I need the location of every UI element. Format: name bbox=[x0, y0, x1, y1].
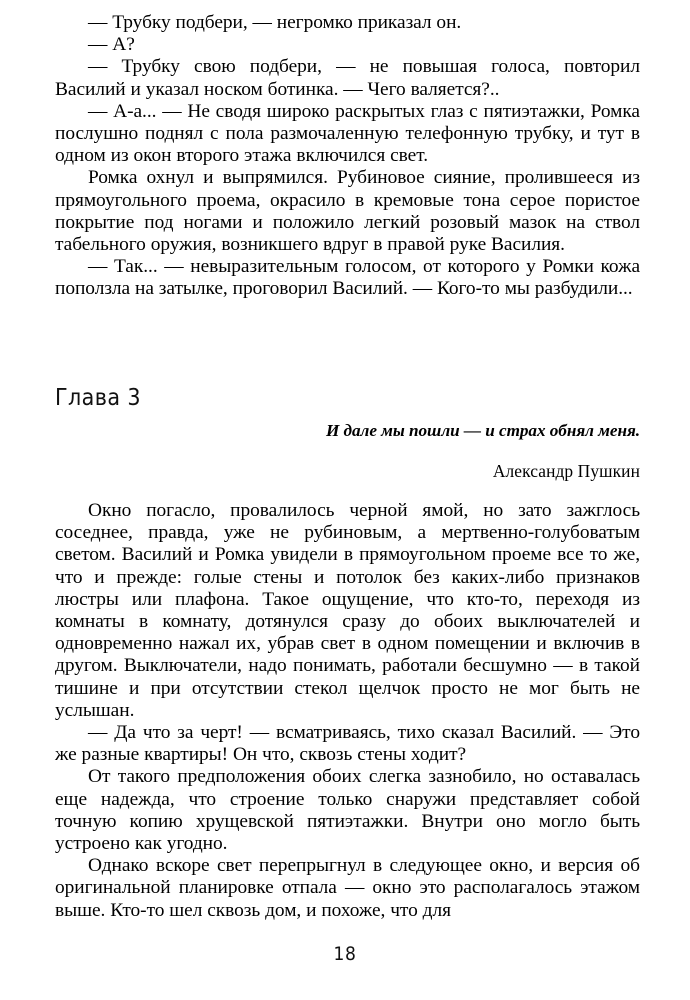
top-text-block bbox=[55, 12, 640, 301]
epigraph-block bbox=[55, 420, 640, 482]
chapter-heading-block bbox=[55, 385, 640, 411]
chapter-title: Глава 3 bbox=[55, 385, 141, 411]
epigraph-author: Александр Пушкин bbox=[492, 461, 640, 481]
paragraph: — Так... — невыразительным голосом, от которого у Ромки кожа поползла на затылке, проговорил Василий. — Кого-то мы разбудили... bbox=[55, 256, 640, 300]
paragraph: — Трубку свою подбери, — не повышая голоса, повторил Василий и указал носком ботинка. — Чего валяется?.. bbox=[55, 56, 640, 100]
page-number: 18 bbox=[333, 943, 357, 965]
paragraph: — А-а... — Не сводя широко раскрытых глаз с пятиэтажки, Ромка послушно поднял с пола размочаленную телефонную трубку, и тут в одном из окон второго этажа включился свет. bbox=[55, 100, 640, 167]
paragraph: От такого предположения обоих слегка зазнобило, но оставалась еще надежда, что строение только снаружи представляет собой точную копию хрущевской пятиэтажки. Внутри оно могло быть устроено как угодно. bbox=[55, 766, 640, 855]
paragraph: — А? bbox=[88, 34, 135, 56]
bottom-text-block bbox=[55, 500, 640, 922]
paragraph: — Да что за черт! — всматриваясь, тихо сказал Василий. — Это же разные квартиры! Он что, сквозь стены ходит? bbox=[55, 722, 640, 766]
paragraph: Однако вскоре свет перепрыгнул в следующее окно, и версия об оригинальной планировке отпала — окно это располагалось этажом выше. Кто-то шел сквозь дом, и похоже, что для bbox=[55, 855, 640, 921]
paragraph: Ромка охнул и выпрямился. Рубиновое сияние, пролившееся из прямоугольного проема, окрасило в кремовые тона серое пористое покрытие под ногами и положило легкий розовый мазок на ствол табельного оружия, возникшего вдруг в правой руке Василия. bbox=[55, 167, 640, 256]
epigraph-text: И дале мы пошли — и страх обнял меня. bbox=[325, 421, 640, 440]
paragraph: Окно погасло, провалилось черной ямой, но зато зажглось соседнее, правда, уже не рубиновым, а мертвенно-голубоватым светом. Василий и Ромка увидели в прямоугольном проеме все то же, что и прежде: голые стены и потолок без каких-либо признаков люстры или плафона. Такое ощущение, что кто-то, переходя из комнаты в комнату, дотянулся сразу до обоих выключателей и одновременно нажал их, убрав свет в одном помещении и включив в другом. Выключатели, надо понимать, работали бесшумно — в такой тишине и при отсутствии стекол щелчок просто не мог быть не услышан. bbox=[55, 500, 640, 721]
paragraph: — Трубку подбери, — негромко приказал он. bbox=[88, 12, 462, 33]
